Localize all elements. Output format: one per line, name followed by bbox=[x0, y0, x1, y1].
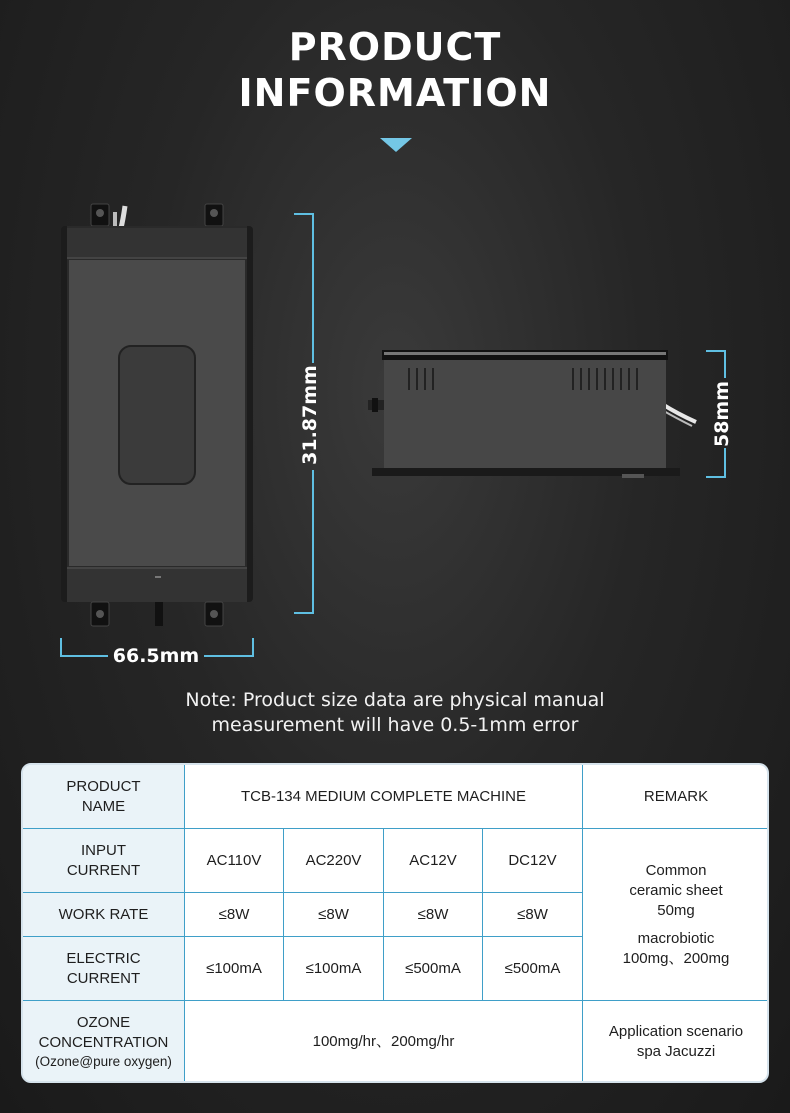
remark-macro-line-1: macrobiotic bbox=[637, 929, 715, 947]
label-product-name-line-1: PRODUCT bbox=[66, 777, 141, 795]
height-dim-bottom-tick bbox=[294, 612, 314, 614]
down-arrow-icon bbox=[380, 138, 412, 152]
input-current-2: AC220V bbox=[284, 829, 384, 893]
label-electric-current-line-1: ELECTRIC bbox=[66, 949, 141, 967]
measurement-note bbox=[0, 688, 790, 738]
note-line-1: Note: Product size data are physical manual bbox=[185, 689, 605, 711]
height-dimension-label: 31.87mm bbox=[299, 365, 321, 465]
label-input-current-line-2: CURRENT bbox=[66, 861, 141, 879]
remark-macro-block bbox=[623, 929, 730, 969]
width-dim-right-tick bbox=[252, 638, 254, 656]
label-ozone-line-3: (Ozone@pure oxygen) bbox=[35, 1054, 172, 1069]
remark-common-line-2: ceramic sheet bbox=[629, 881, 723, 899]
label-product-name bbox=[23, 765, 185, 829]
remark-common-line-1: Common bbox=[645, 861, 707, 879]
work-rate-1: ≤8W bbox=[185, 893, 284, 937]
label-input-current-line-1: INPUT bbox=[81, 841, 126, 859]
height-dim-line-bottom bbox=[312, 470, 314, 614]
label-ozone-line-2: CONCENTRATION bbox=[38, 1034, 169, 1051]
remark-macro-line-2: 100mg、200mg bbox=[622, 949, 730, 967]
work-rate-3: ≤8W bbox=[384, 893, 483, 937]
device-side-view bbox=[366, 344, 706, 480]
product-name-value: TCB-134 MEDIUM COMPLETE MACHINE bbox=[185, 765, 583, 829]
title-line-1: PRODUCT bbox=[288, 25, 502, 69]
electric-current-2: ≤100mA bbox=[284, 937, 384, 1001]
ozone-value: 100mg/hr、200mg/hr bbox=[185, 1001, 583, 1083]
electric-current-3: ≤500mA bbox=[384, 937, 483, 1001]
title-line-2: INFORMATION bbox=[238, 71, 552, 115]
width-dimension-label: 66.5mm bbox=[112, 645, 200, 667]
height-dim-line-top bbox=[312, 213, 314, 363]
label-electric-current-line-2: CURRENT bbox=[66, 969, 141, 987]
width-dim-left-tick bbox=[60, 638, 62, 656]
label-ozone-concentration bbox=[23, 1001, 185, 1083]
height-dim-top-tick bbox=[294, 213, 314, 215]
depth-dim-line-bottom bbox=[724, 448, 726, 478]
depth-dim-top-tick bbox=[706, 350, 726, 352]
label-ozone-line-1: OZONE bbox=[76, 1014, 131, 1031]
label-electric-current bbox=[23, 937, 185, 1001]
depth-dimension-label: 58mm bbox=[711, 380, 733, 448]
electric-current-4: ≤500mA bbox=[483, 937, 583, 1001]
work-rate-2: ≤8W bbox=[284, 893, 384, 937]
label-input-current bbox=[23, 829, 185, 893]
remark-ceramic-sheet bbox=[583, 829, 769, 1001]
input-current-3: AC12V bbox=[384, 829, 483, 893]
remark-common-block bbox=[629, 861, 722, 921]
work-rate-4: ≤8W bbox=[483, 893, 583, 937]
remark-common-line-3: 50mg bbox=[657, 901, 695, 919]
remark-application-line-2: spa Jacuzzi bbox=[636, 1043, 716, 1060]
depth-dim-line-top bbox=[724, 350, 726, 378]
depth-dim-bottom-tick bbox=[706, 476, 726, 478]
remark-application bbox=[583, 1001, 769, 1083]
input-current-1: AC110V bbox=[185, 829, 284, 893]
label-product-name-line-2: NAME bbox=[81, 797, 126, 815]
remark-application-line-1: Application scenario bbox=[608, 1023, 744, 1040]
input-current-4: DC12V bbox=[483, 829, 583, 893]
width-dim-line-left bbox=[60, 655, 108, 657]
page-title bbox=[0, 24, 790, 116]
label-work-rate: WORK RATE bbox=[23, 893, 185, 937]
device-front-view bbox=[55, 198, 260, 628]
spec-table bbox=[21, 763, 769, 1083]
note-line-2: measurement will have 0.5-1mm error bbox=[211, 714, 579, 736]
remark-header: REMARK bbox=[583, 765, 769, 829]
width-dim-line-right bbox=[204, 655, 254, 657]
electric-current-1: ≤100mA bbox=[185, 937, 284, 1001]
